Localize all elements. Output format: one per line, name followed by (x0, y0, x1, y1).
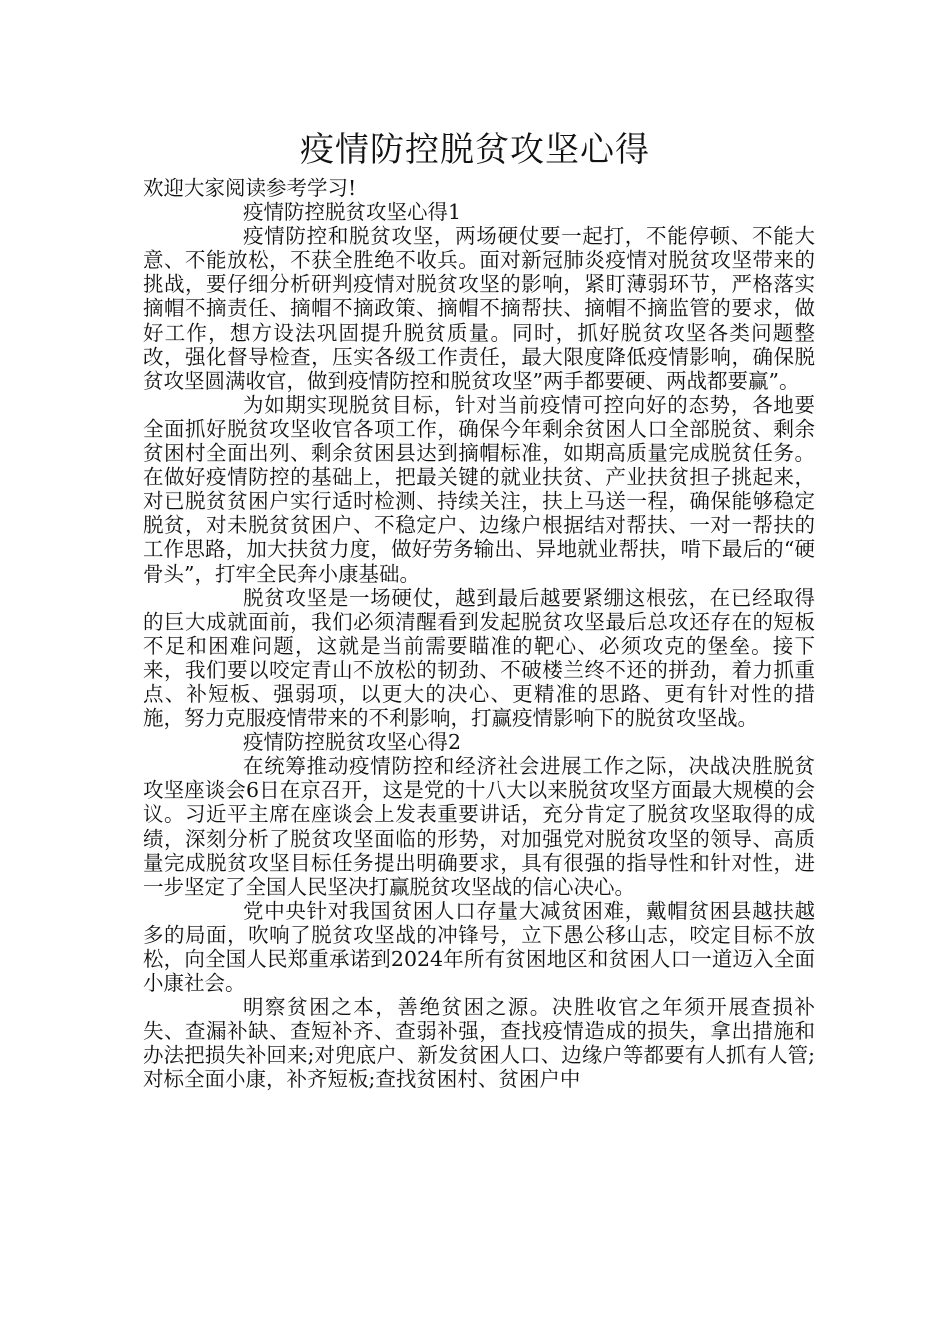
section-heading-2: 疫情防控脱贫攻坚心得2 (243, 730, 462, 755)
document-title: 疫情防控脱贫攻坚心得 (300, 130, 650, 170)
intro-line: 欢迎大家阅读参考学习! (143, 176, 357, 200)
paragraph-5: 党中央针对我国贫困人口存量大减贫困难，戴帽贫困县越扶越多的局面，吹响了脱贫攻坚战的冲锋号，立下愚公移山志，咬定目标不放松，向全国人民郑重承诺到2024年所有贫困地区和贫困人口一道迈入全面小康社会。 (143, 898, 815, 996)
section-heading-1: 疫情防控脱贫攻坚心得1 (243, 200, 462, 225)
paragraph-6: 明察贫困之本，善绝贫困之源。决胜收官之年须开展查损补失、查漏补缺、查短补齐、查弱补强，查找疫情造成的损失，拿出措施和办法把损失补回来;对兜底户、新发贫困人口、边缘户等都要有人抓有人管;对标全面小康，补齐短板;查找贫困村、贫困户中 (143, 995, 815, 1092)
paragraph-2: 为如期实现脱贫目标，针对当前疫情可控向好的态势，各地要全面抓好脱贫攻坚收官各项工作，确保今年剩余贫困人口全部脱贫、剩余贫困村全面出列、剩余贫困县达到摘帽标准，如期高质量完成脱贫任务。在做好疫情防控的基础上，把最关键的就业扶贫、产业扶贫担子挑起来，对已脱贫贫困户实行适时检测、持续关注，扶上马送一程，确保能够稳定脱贫，对未脱贫贫困户、不稳定户、边缘户根据结对帮扶、一对一帮扶的工作思路，加大扶贫力度，做好劳务输出、异地就业帮扶，啃下最后的“硬骨头”，打牢全民奔小康基础。 (143, 392, 815, 586)
paragraph-4: 在统筹推动疫情防控和经济社会进展工作之际，决战决胜脱贫攻坚座谈会6日在京召开，这是党的十八大以来脱贫攻坚方面最大规模的会议。习近平主席在座谈会上发表重要讲话，充分肯定了脱贫攻坚取得的成绩，深刻分析了脱贫攻坚面临的形势，对加强党对脱贫攻坚的领导、高质量完成脱贫攻坚目标任务提出明确要求，具有很强的指导性和针对性，进一步坚定了全国人民坚决打赢脱贫攻坚战的信心决心。 (143, 754, 815, 899)
paragraph-1: 疫情防控和脱贫攻坚，两场硬仗要一起打，不能停顿、不能大意、不能放松，不获全胜绝不收兵。面对新冠肺炎疫情对脱贫攻坚带来的挑战，要仔细分析研判疫情对脱贫攻坚的影响，紧盯薄弱环节，严格落实摘帽不摘责任、摘帽不摘政策、摘帽不摘帮扶、摘帽不摘监管的要求，做好工作，想方设法巩固提升脱贫质量。同时，抓好脱贫攻坚各类问题整改，强化督导检查，压实各级工作责任，最大限度降低疫情影响，确保脱贫攻坚圆满收官，做到疫情防控和脱贫攻坚”两手都要硬、两战都要赢”。 (143, 224, 815, 393)
paragraph-3: 脱贫攻坚是一场硬仗，越到最后越要紧绷这根弦，在已经取得的巨大成就面前，我们必须清醒看到发起脱贫攻坚最后总攻还存在的短板不足和困难问题，这就是当前需要瞄准的靶心、必须攻克的堡垒。接下来，我们要以咬定青山不放松的韧劲、不破楼兰终不还的拼劲，着力抓重点、补短板、强弱项，以更大的决心、更精准的思路、更有针对性的措施，努力克服疫情带来的不利影响，打赢疫情影响下的脱贫攻坚战。 (143, 585, 815, 731)
document-body (143, 176, 815, 1092)
